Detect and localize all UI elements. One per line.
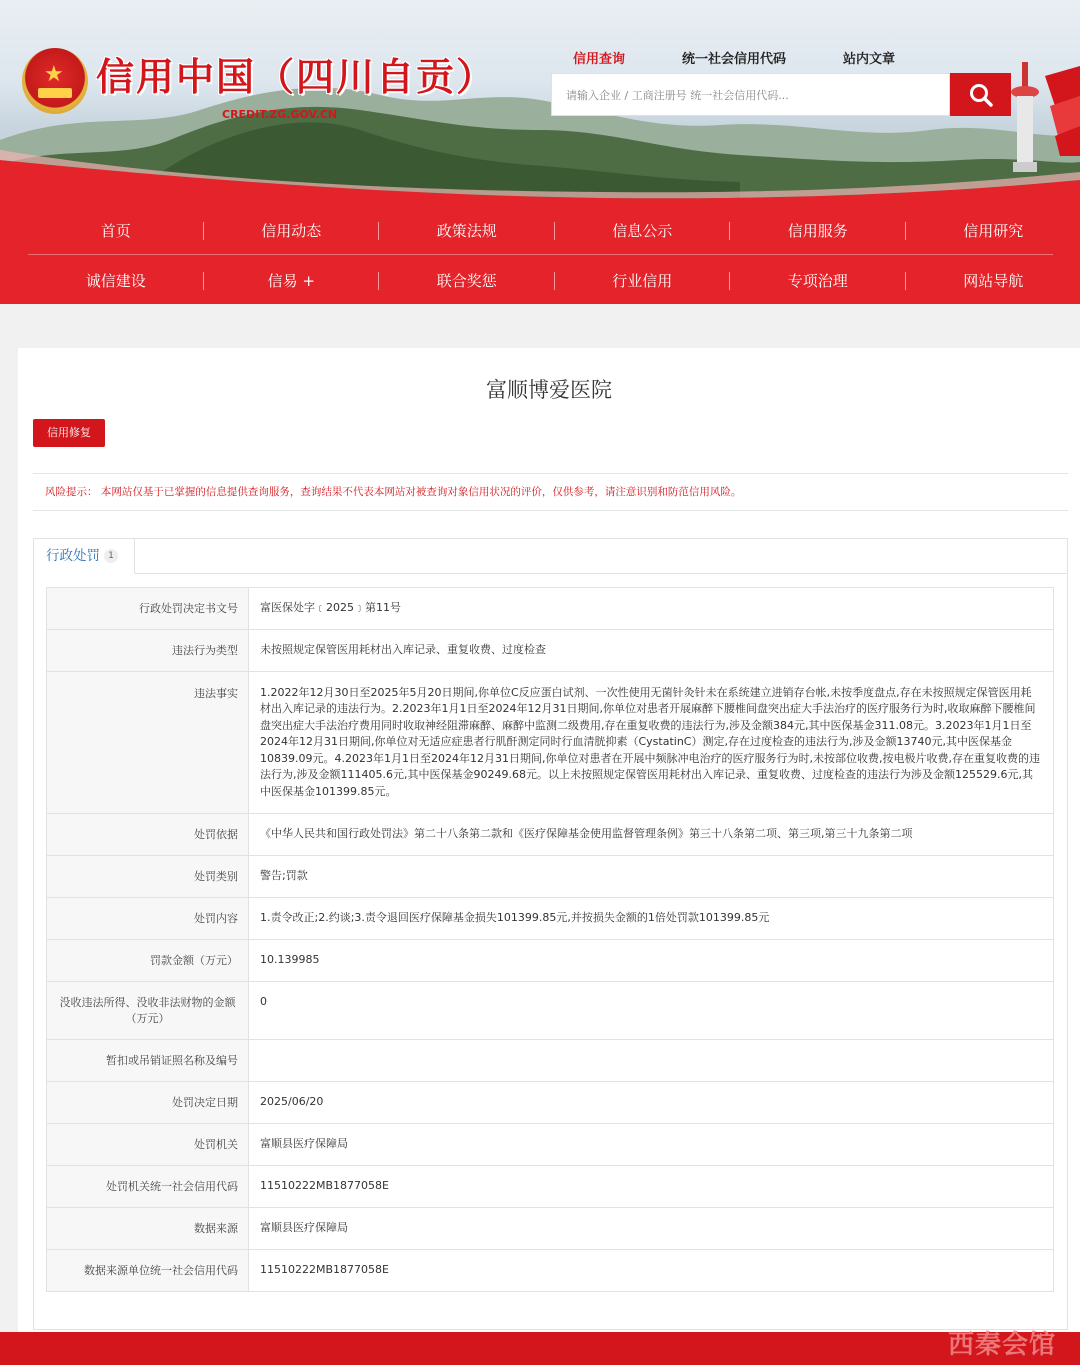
table-row	[47, 814, 1054, 856]
credit-repair-button[interactable]: 信用修复	[33, 419, 105, 447]
row-value: 11510222MB1877058E	[249, 1250, 1054, 1292]
search-tab-credit-code[interactable]: 统一社会信用代码	[682, 52, 787, 67]
row-value: 未按照规定保管医用耗材出入库记录、重复收费、过度检查	[249, 630, 1054, 672]
row-value	[249, 1040, 1054, 1082]
red-wave-decoration	[0, 150, 1080, 207]
site-title: 信用中国（四川自贡）	[96, 55, 497, 99]
row-value: 1.责令改正;2.约谈;3.责令退回医疗保障基金损失101399.85元,并按损失金额的1倍处罚款101399.85元	[249, 898, 1054, 940]
nav-item-home[interactable]	[28, 207, 204, 254]
tower-icon	[1005, 62, 1045, 172]
table-row	[47, 630, 1054, 672]
national-emblem-icon: ★	[22, 48, 88, 114]
row-value: 2025/06/20	[249, 1082, 1054, 1124]
table-row	[47, 1250, 1054, 1292]
site-domain: CREDIT.ZG.GOV.CN	[222, 108, 338, 121]
table-row	[47, 856, 1054, 898]
content-card	[18, 348, 1080, 1333]
nav-label: 首页	[100, 222, 131, 240]
nav-label: 政策法规	[436, 222, 497, 240]
nav-item-integrity[interactable]	[28, 257, 204, 305]
nav-item-credit-news[interactable]	[204, 207, 380, 254]
row-value: 富顺县医疗保障局	[249, 1124, 1054, 1166]
table-row	[47, 1040, 1054, 1082]
risk-notice: 风险提示： 本网站仅基于已掌握的信息提供查询服务，查询结果不代表本网站对被查询对象信用状况的评价，仅供参考，请注意识别和防范信用风险。	[33, 473, 1068, 511]
nav-label: 诚信建设	[85, 272, 146, 290]
table-row	[47, 940, 1054, 982]
row-label: 没收违法所得、没收非法财物的金额（万元）	[47, 982, 249, 1040]
nav-item-credit-service[interactable]	[730, 207, 906, 254]
table-row	[47, 588, 1054, 630]
header-banner	[0, 0, 1080, 207]
nav-label: 信用研究	[963, 222, 1024, 240]
row-label: 数据来源单位统一社会信用代码	[47, 1250, 249, 1292]
table-row	[47, 1166, 1054, 1208]
nav-row-2	[28, 257, 1080, 305]
search-input[interactable]: 请输入企业 / 工商注册号 统一社会信用代码...	[551, 73, 950, 116]
search-button[interactable]	[950, 73, 1011, 116]
row-label: 违法事实	[47, 672, 249, 814]
search-tab-site-articles[interactable]: 站内文章	[843, 52, 896, 67]
row-value: 富顺县医疗保障局	[249, 1208, 1054, 1250]
count-badge: 1	[104, 549, 118, 563]
nav-label: 信用动态	[261, 222, 322, 240]
tab-label: 行政处罚	[46, 548, 100, 564]
nav-item-special-governance[interactable]	[730, 257, 906, 305]
row-label: 数据来源	[47, 1208, 249, 1250]
row-value: 10.139985	[249, 940, 1054, 982]
nav-label: 信易 +	[267, 272, 315, 290]
tab-divider	[135, 573, 1067, 574]
table-row	[47, 982, 1054, 1040]
row-value: 《中华人民共和国行政处罚法》第二十八条第二款和《医疗保障基金使用监督管理条例》第三十八条第二项、第三项,第三十九条第二项	[249, 814, 1054, 856]
table-row	[47, 1208, 1054, 1250]
nav-label: 专项治理	[787, 272, 848, 290]
nav-label: 行业信用	[612, 272, 673, 290]
nav-item-joint-reward[interactable]	[379, 257, 555, 305]
page-title: 富顺博爱医院	[486, 378, 612, 402]
nav-label: 信息公示	[612, 222, 673, 240]
row-label: 处罚机关统一社会信用代码	[47, 1166, 249, 1208]
main-nav	[0, 207, 1080, 304]
tab-administrative-penalty[interactable]	[34, 539, 135, 574]
footer-bar	[0, 1332, 1080, 1365]
table-row	[47, 672, 1054, 814]
nav-label: 信用服务	[787, 222, 848, 240]
nav-item-xinyi[interactable]	[204, 257, 380, 305]
nav-row-1	[28, 207, 1053, 255]
watermark: 西秦会馆	[948, 1330, 1057, 1360]
nav-label: 联合奖惩	[436, 272, 497, 290]
table-row	[47, 898, 1054, 940]
nav-item-credit-research[interactable]	[906, 207, 1080, 254]
row-label: 处罚机关	[47, 1124, 249, 1166]
tab-panel	[33, 538, 1068, 1330]
row-label: 处罚决定日期	[47, 1082, 249, 1124]
penalty-detail-table	[46, 587, 1054, 1292]
row-value: 0	[249, 982, 1054, 1040]
row-value: 警告;罚款	[249, 856, 1054, 898]
row-label: 行政处罚决定书文号	[47, 588, 249, 630]
row-label: 罚款金额（万元）	[47, 940, 249, 982]
search-tab-credit-query[interactable]: 信用查询	[573, 52, 626, 67]
row-value: 11510222MB1877058E	[249, 1166, 1054, 1208]
row-label: 暂扣或吊销证照名称及编号	[47, 1040, 249, 1082]
row-value: 富医保处字﹝2025﹞第11号	[249, 588, 1054, 630]
nav-item-industry-credit[interactable]	[555, 257, 731, 305]
row-label: 处罚依据	[47, 814, 249, 856]
search-icon	[968, 82, 994, 108]
row-label: 违法行为类型	[47, 630, 249, 672]
table-row	[47, 1124, 1054, 1166]
nav-item-site-nav[interactable]	[906, 257, 1080, 305]
table-row	[47, 1082, 1054, 1124]
nav-item-policy[interactable]	[379, 207, 555, 254]
nav-label: 网站导航	[963, 272, 1024, 290]
ribbon-decoration-icon	[1040, 66, 1080, 156]
row-label: 处罚内容	[47, 898, 249, 940]
row-value: 1.2022年12月30日至2025年5月20日期间,你单位C反应蛋白试剂、一次性使用无菌针灸针未在系统建立进销存台帐,未按季度盘点,存在未按照规定保管医用耗材出入库记录的违法行为。2.2023年1月1日至2024年12月31日期间,你单位对患者开展麻醉下腰椎间盘突出症大手法治疗的医疗服务行为时,收取麻醉下腰椎间盘突出症大手法治疗费用同时收取神经阻滞麻醉、麻醉中监测二级费用,存在重复收费的违法行为,涉及金额384元,其中医保基金311.08元。3.2023年1月1日至2024年12月31日期间,你单位对无适应症患者行肌酐测定同时行血清胱抑素（CystatinC）测定,存在过度检查的违法行为,涉及金额13740元,其中医保基金10839.09元。4.2023年1月1日至2024年12月31日期间,你单位对患者在开展中频脉冲电治疗的医疗服务行为时,未按部位收费,按电极片收费,存在重复收费的违法行为,涉及金额111405.6元,其中医保基金90249.68元。以上未按照规定保管医用耗材出入库记录、重复收费、过度检查的违法行为涉及金额125529.6元,其中医保基金101399.85元。	[249, 672, 1054, 814]
nav-item-info-disclosure[interactable]	[555, 207, 731, 254]
row-label: 处罚类别	[47, 856, 249, 898]
